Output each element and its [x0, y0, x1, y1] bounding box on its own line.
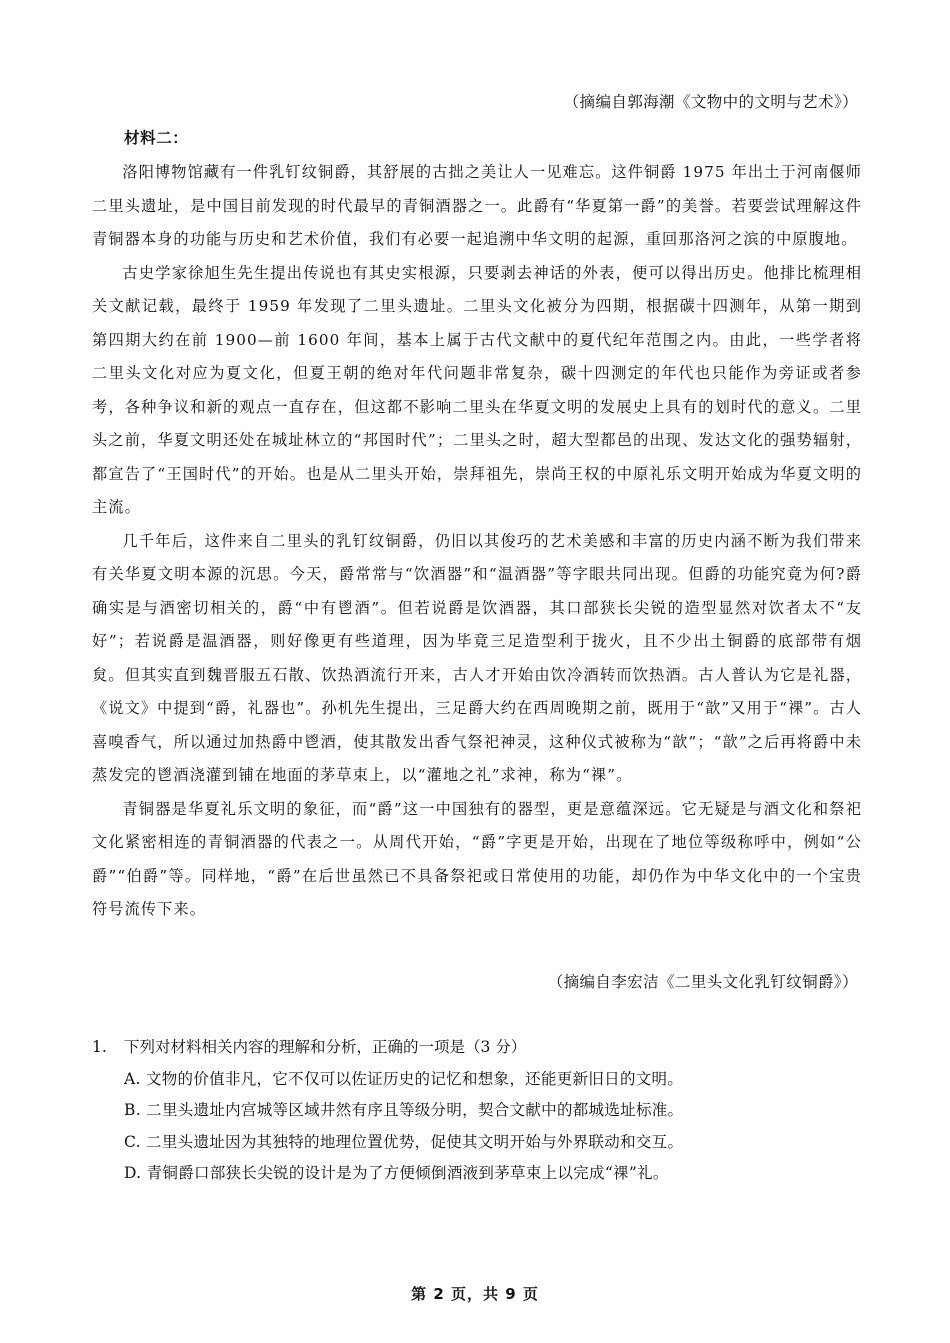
question-stem: [92, 1032, 872, 1064]
section-heading: 材料二：: [124, 129, 189, 147]
paragraph: 洛阳博物馆藏有一件乳钉纹铜爵，其舒展的古拙之美让人一见难忘。这件铜爵 1975 年出土于河南偃师二里头遗址，是中国目前发现的时代最早的青铜酒器之一。此爵有“华夏第一爵”的美誉。若要尝试理解这件青铜器本身的功能与历史和艺术价值，我们有必要一起追溯中华文明的起源，重回那洛河之滨的中原腹地。: [92, 163, 862, 248]
question-text: 下列对材料相关内容的理解和分析，正确的一项是（3 分）: [124, 1038, 527, 1056]
paragraph: 青铜器是华夏礼乐文明的象征，而“爵”这一中国独有的器型，更是意蕴深远。它无疑是与酒文化和祭祀文化紧密相连的青铜酒器的代表之一。从周代开始，“爵”字更是开始，出现在了地位等级称呼中，例如“公爵”“伯爵”等。同样地，“爵”在后世虽然已不具备祭祀或日常使用的功能，却仍作为中华文化中的一个宝贵符号流传下来。: [92, 799, 862, 918]
option-b: B. 二里头遗址内宫城等区域井然有序且等级分明，契合文献中的都城选址标准。: [124, 1101, 684, 1119]
page-footer: 第 2 页，共 9 页: [411, 1285, 539, 1303]
question-1: [92, 1032, 872, 1190]
option-c: C. 二里头遗址因为其独特的地理位置优势，促使其文明开始与外界联动和交互。: [124, 1132, 684, 1151]
question-number: 1.: [92, 1038, 107, 1056]
paragraph: 古史学家徐旭生先生提出传说也有其史实根源，只要剥去神话的外表，便可以得出历史。他排比梳理相关文献记载，最终于 1959 年发现了二里头遗址。二里头文化被分为四期，根据碳十四测年，从第一期到第四期大约在前 1900—前 1600 年间，基本上属于古代文献中的夏代纪年范围之内。由此，一些学者将二里头文化对应为夏文化，但夏王朝的绝对年代问题非常复杂，碳十四测定的年代也只能作为旁证或者参考，各种争议和新的观点一直存在，但这都不影响二里头在华夏文明的发展史上具有的划时代的意义。二里头之前，华夏文明还处在城址林立的“邦国时代”；二里头之时，超大型都邑的出现、发达文化的强势辐射，都宣告了“王国时代”的开始。也是从二里头开始，崇拜祖先，崇尚王权的中原礼乐文明开始成为华夏文明的主流。: [92, 263, 862, 516]
option-a: A. 文物的价值非凡，它不仅可以佐证历史的记忆和想象，还能更新旧日的文明。: [124, 1069, 684, 1088]
article-body: [92, 156, 862, 927]
question-options: [124, 1064, 872, 1190]
source-citation-bottom: （摘编自李宏洁《二里头文化乳钉纹铜爵》）: [547, 973, 858, 991]
option-d: D. 青铜爵口部狭长尖锐的设计是为了方便倾倒酒液到茅草束上以完成“祼”礼。: [124, 1164, 669, 1182]
paragraph: 几千年后，这件来自二里头的乳钉纹铜爵，仍旧以其俊巧的艺术美感和丰富的历史内涵不断为我们带来有关华夏文明本源的沉思。今天，爵常常与“饮酒器”和“温酒器”等字眼共同出现。但爵的功能究竟为何?爵确实是与酒密切相关的，爵“中有鬯酒”。但若说爵是饮酒器，其口部狭长尖锐的造型显然对饮者太不“友好”；若说爵是温酒器，则好像更有些道理，因为毕竟三足造型利于拢火，且不少出土铜爵的底部带有烟炱。但其实直到魏晋服五石散、饮热酒流行开来，古人才开始由饮冷酒转而饮热酒。古人普认为它是礼器，《说文》中提到“爵，礼器也”。孙机先生提出，三足爵大约在西周晚期之前，既用于“歆”又用于“祼”。古人喜嗅香气，所以通过加热爵中鬯酒，使其散发出香气祭祀神灵，这种仪式被称为“歆”；“歆”之后再将爵中未蒸发完的鬯酒浇灌到铺在地面的茅草束上，以“灌地之礼”求神，称为“祼”。: [92, 531, 862, 784]
source-citation-top: （摘编自郭海潮《文物中的文明与艺术》）: [563, 93, 858, 111]
